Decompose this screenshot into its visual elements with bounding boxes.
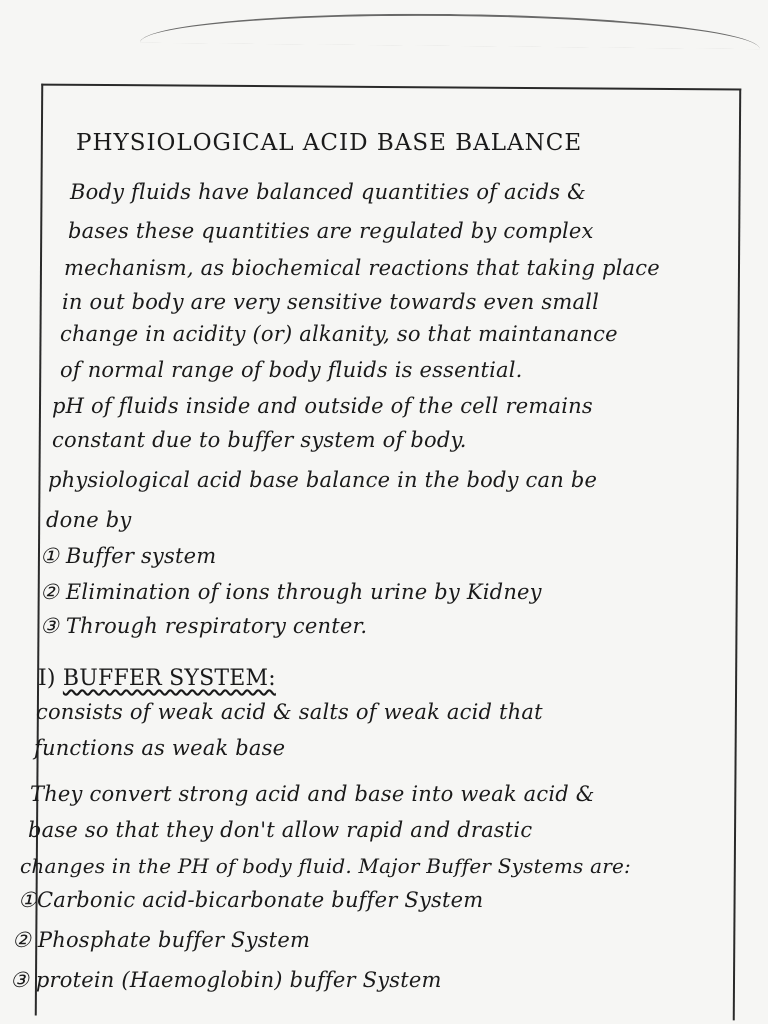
section-heading-text: BUFFER SYSTEM: <box>62 666 276 691</box>
paragraph-line: mechanism, as biochemical reactions that taking place <box>64 256 660 280</box>
section-number: I) <box>38 666 56 691</box>
paragraph-line: change in acidity (or) alkanity, so that maintanance <box>60 322 618 346</box>
section-heading <box>38 666 276 691</box>
paragraph-line: base so that they don't allow rapid and drastic <box>28 818 533 842</box>
list-item: ③ protein (Haemoglobin) buffer System <box>10 968 442 992</box>
list-item: ① Buffer system <box>40 544 217 568</box>
list-item: ② Elimination of ions through urine by Kidney <box>40 580 542 604</box>
paragraph-line: They convert strong acid and base into weak acid & <box>30 782 595 806</box>
paragraph-line: in out body are very sensitive towards even small <box>62 290 600 314</box>
paragraph-line: bases these quantities are regulated by complex <box>68 219 594 243</box>
paragraph-line: Body fluids have balanced quantities of acids & <box>70 180 587 204</box>
paragraph-line: physiological acid base balance in the body can be <box>48 468 598 492</box>
list-item: ③ Through respiratory center. <box>40 614 368 638</box>
paragraph-line: functions as weak base <box>34 736 286 760</box>
paragraph-line: done by <box>46 508 132 532</box>
paragraph-line: of normal range of body fluids is essential. <box>60 358 523 382</box>
paragraph-line: constant due to buffer system of body. <box>52 428 467 452</box>
paragraph-line: pH of fluids inside and outside of the cell remains <box>52 394 593 418</box>
list-item: ①Carbonic acid-bicarbonate buffer System <box>18 888 484 912</box>
list-item: ② Phosphate buffer System <box>12 928 311 952</box>
notebook-top-edge <box>140 11 760 49</box>
paragraph-line: consists of weak acid & salts of weak acid that <box>36 700 543 724</box>
page-title: PHYSIOLOGICAL ACID BASE BALANCE <box>76 130 583 156</box>
paragraph-line: changes in the PH of body fluid. Major Buffer Systems are: <box>20 854 631 878</box>
